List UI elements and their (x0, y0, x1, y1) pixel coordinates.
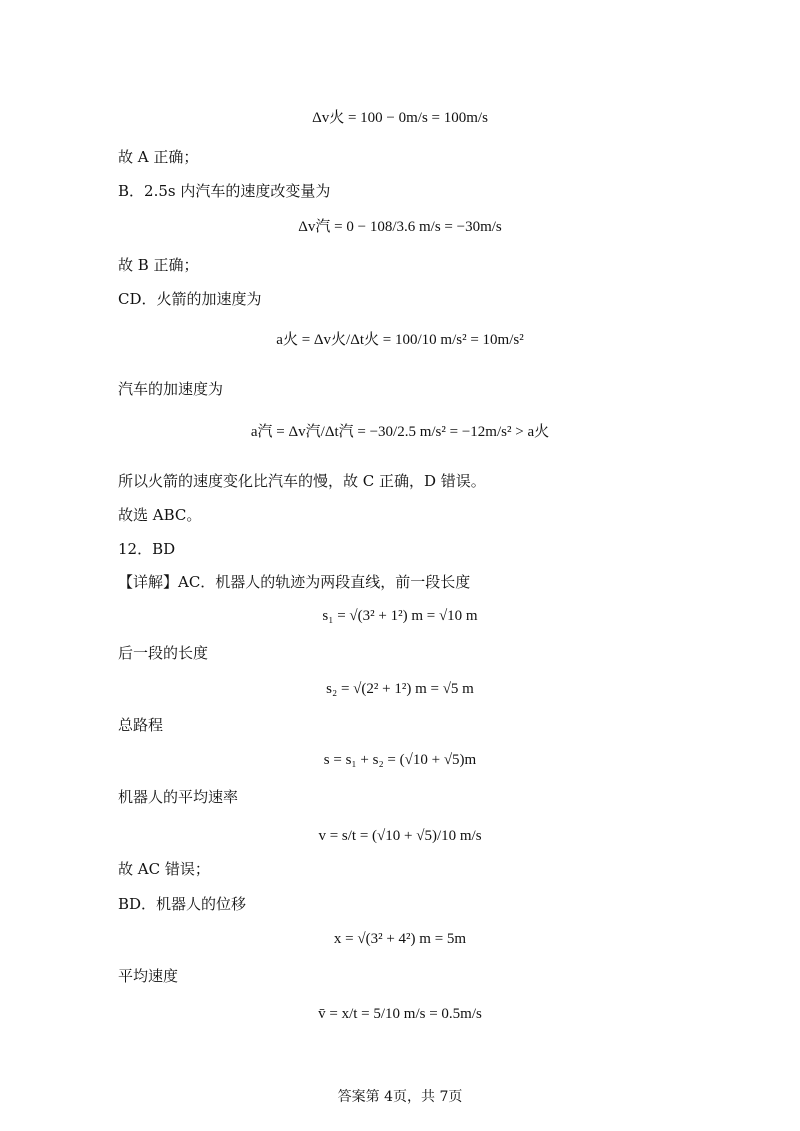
equation-s1: s₁ = √(3² + 1²) m = √10 m (322, 608, 478, 624)
text-line: 故 B 正确； (118, 256, 199, 274)
equation-avg-velocity: v̄ = x/t = 5/10 m/s = 0.5m/s (318, 1006, 482, 1022)
equation-dv-rocket: Δv火 = 100 − 0m/s = 100m/s (312, 110, 488, 126)
question-number: 12．BD (118, 540, 176, 558)
equation-a-rocket: a火 = Δv火/Δt火 = 100/10 m/s² = 10m/s² (276, 332, 524, 348)
text-line: 故选 ABC。 (118, 506, 202, 524)
equation-s-total: s = s₁ + s₂ = (√10 + √5)m (323, 752, 477, 768)
text-line: 故 AC 错误； (118, 860, 210, 878)
text-line: B．2.5s 内汽车的速度改变量为 (118, 182, 331, 200)
text-line: 总路程 (118, 716, 164, 734)
text-line: CD．火箭的加速度为 (118, 290, 262, 308)
equation-dv-car: Δv汽 = 0 − 108/3.6 m/s = −30m/s (298, 219, 502, 235)
equation-s2: s₂ = √(2² + 1²) m = √5 m (326, 681, 474, 697)
equation-a-car: a汽 = Δv汽/Δt汽 = −30/2.5 m/s² = −12m/s² > a火 (250, 424, 550, 440)
text-line: 所以火箭的速度变化比汽车的慢，故 C 正确，D 错误。 (118, 472, 486, 490)
text-line: 【详解】AC．机器人的轨迹为两段直线，前一段长度 (118, 573, 471, 591)
text-line: 故 A 正确； (118, 148, 199, 166)
text-line: 机器人的平均速率 (118, 788, 239, 806)
text-line: 平均速度 (118, 967, 179, 985)
equation-x: x = √(3² + 4²) m = 5m (333, 931, 467, 947)
text-line: BD．机器人的位移 (118, 895, 247, 913)
equation-avg-speed: v = s/t = (√10 + √5)/10 m/s (318, 828, 482, 844)
text-line: 后一段的长度 (118, 644, 209, 662)
text-line: 汽车的加速度为 (118, 380, 224, 398)
page-footer: 答案第 4页，共 7页 (337, 1089, 463, 1105)
